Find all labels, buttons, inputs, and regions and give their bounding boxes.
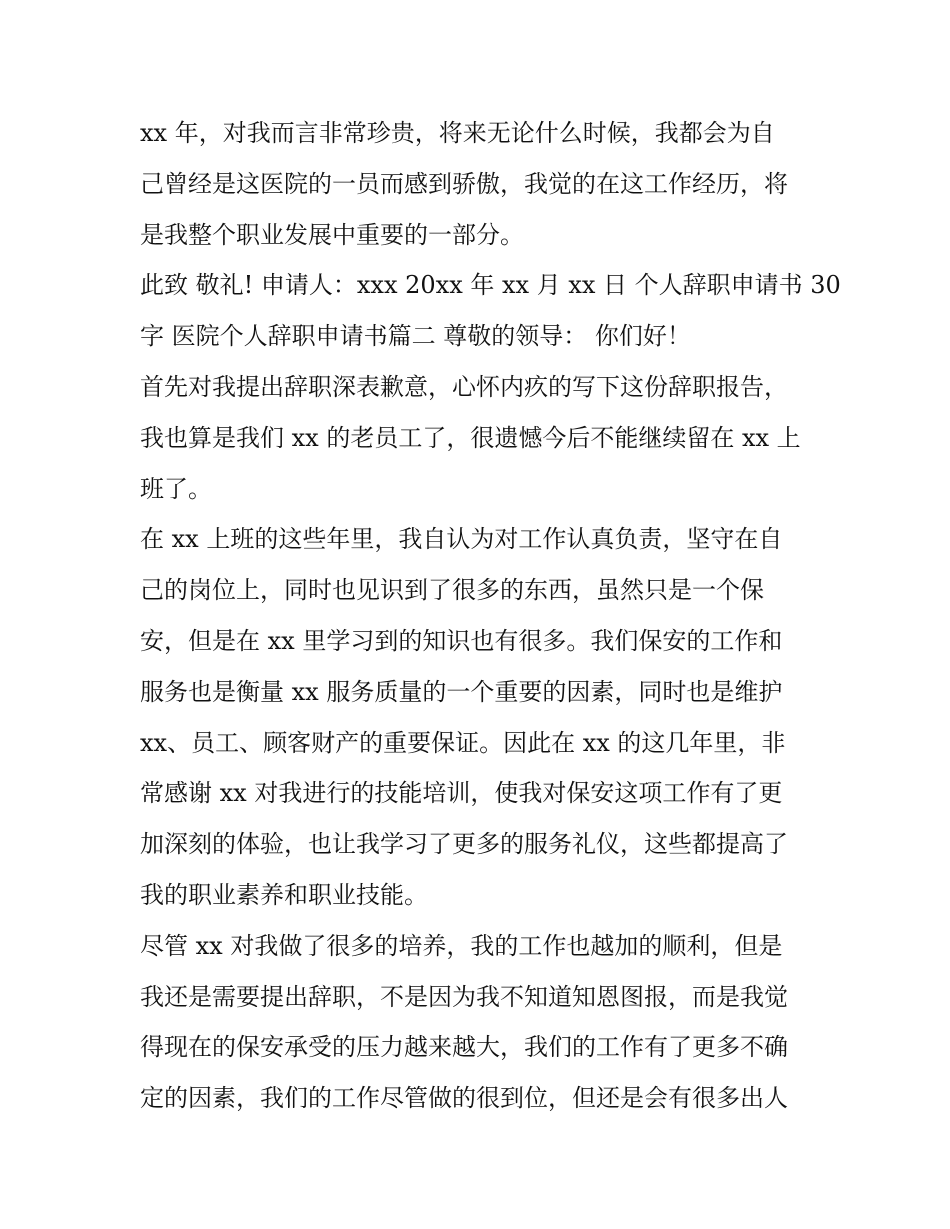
text-line: 得现在的保安承受的压力越来越大，我们的工作有了更多不确 xyxy=(140,1033,788,1062)
text-line: 在 xx 上班的这些年里，我自认为对工作认真负责，坚守在自 xyxy=(140,525,783,554)
body-text xyxy=(140,108,841,1124)
text-line: 首先对我提出辞职深表歉意，心怀内疚的写下这份辞职报告， xyxy=(140,372,788,401)
text-line: 此致 敬礼! 申请人：xxx 20xx 年 xx 月 xx 日 个人辞职申请书 30 xyxy=(140,271,841,300)
text-line: 我的职业素养和职业技能。 xyxy=(140,880,428,909)
text-line: xx、员工、顾客财产的重要保证。因此在 xx 的这几年里，非 xyxy=(140,728,786,757)
text-line: 己曾经是这医院的一员而感到骄傲，我觉的在这工作经历，将 xyxy=(140,169,788,198)
text-line: 安，但是在 xx 里学习到的知识也有很多。我们保安的工作和 xyxy=(140,626,783,655)
text-line: 班了。 xyxy=(140,474,212,503)
text-line: 字 医院个人辞职申请书篇二 尊敬的领导： 你们好！ xyxy=(140,322,691,351)
text-line: xx 年，对我而言非常珍贵，将来无论什么时候，我都会为自 xyxy=(140,119,775,147)
text-line: 是我整个职业发展中重要的一部分。 xyxy=(140,220,524,249)
text-line: 加深刻的体验，也让我学习了更多的服务礼仪，这些都提高了 xyxy=(140,830,788,859)
text-line: 服务也是衡量 xx 服务质量的一个重要的因素，同时也是维护 xyxy=(140,677,783,706)
text-line: 常感谢 xx 对我进行的技能培训，使我对保安这项工作有了更 xyxy=(140,779,783,808)
text-line: 定的因素，我们的工作尽管做的很到位，但还是会有很多出人 xyxy=(140,1084,788,1113)
text-line: 尽管 xx 对我做了很多的培养，我的工作也越加的顺利，但是 xyxy=(140,931,783,960)
text-line: 我还是需要提出辞职，不是因为我不知道知恩图报，而是我觉 xyxy=(140,982,788,1011)
text-line: 我也算是我们 xx 的老员工了，很遗憾今后不能继续留在 xx 上 xyxy=(140,423,801,452)
text-line: 己的岗位上，同时也见识到了很多的东西，虽然只是一个保 xyxy=(140,576,764,605)
